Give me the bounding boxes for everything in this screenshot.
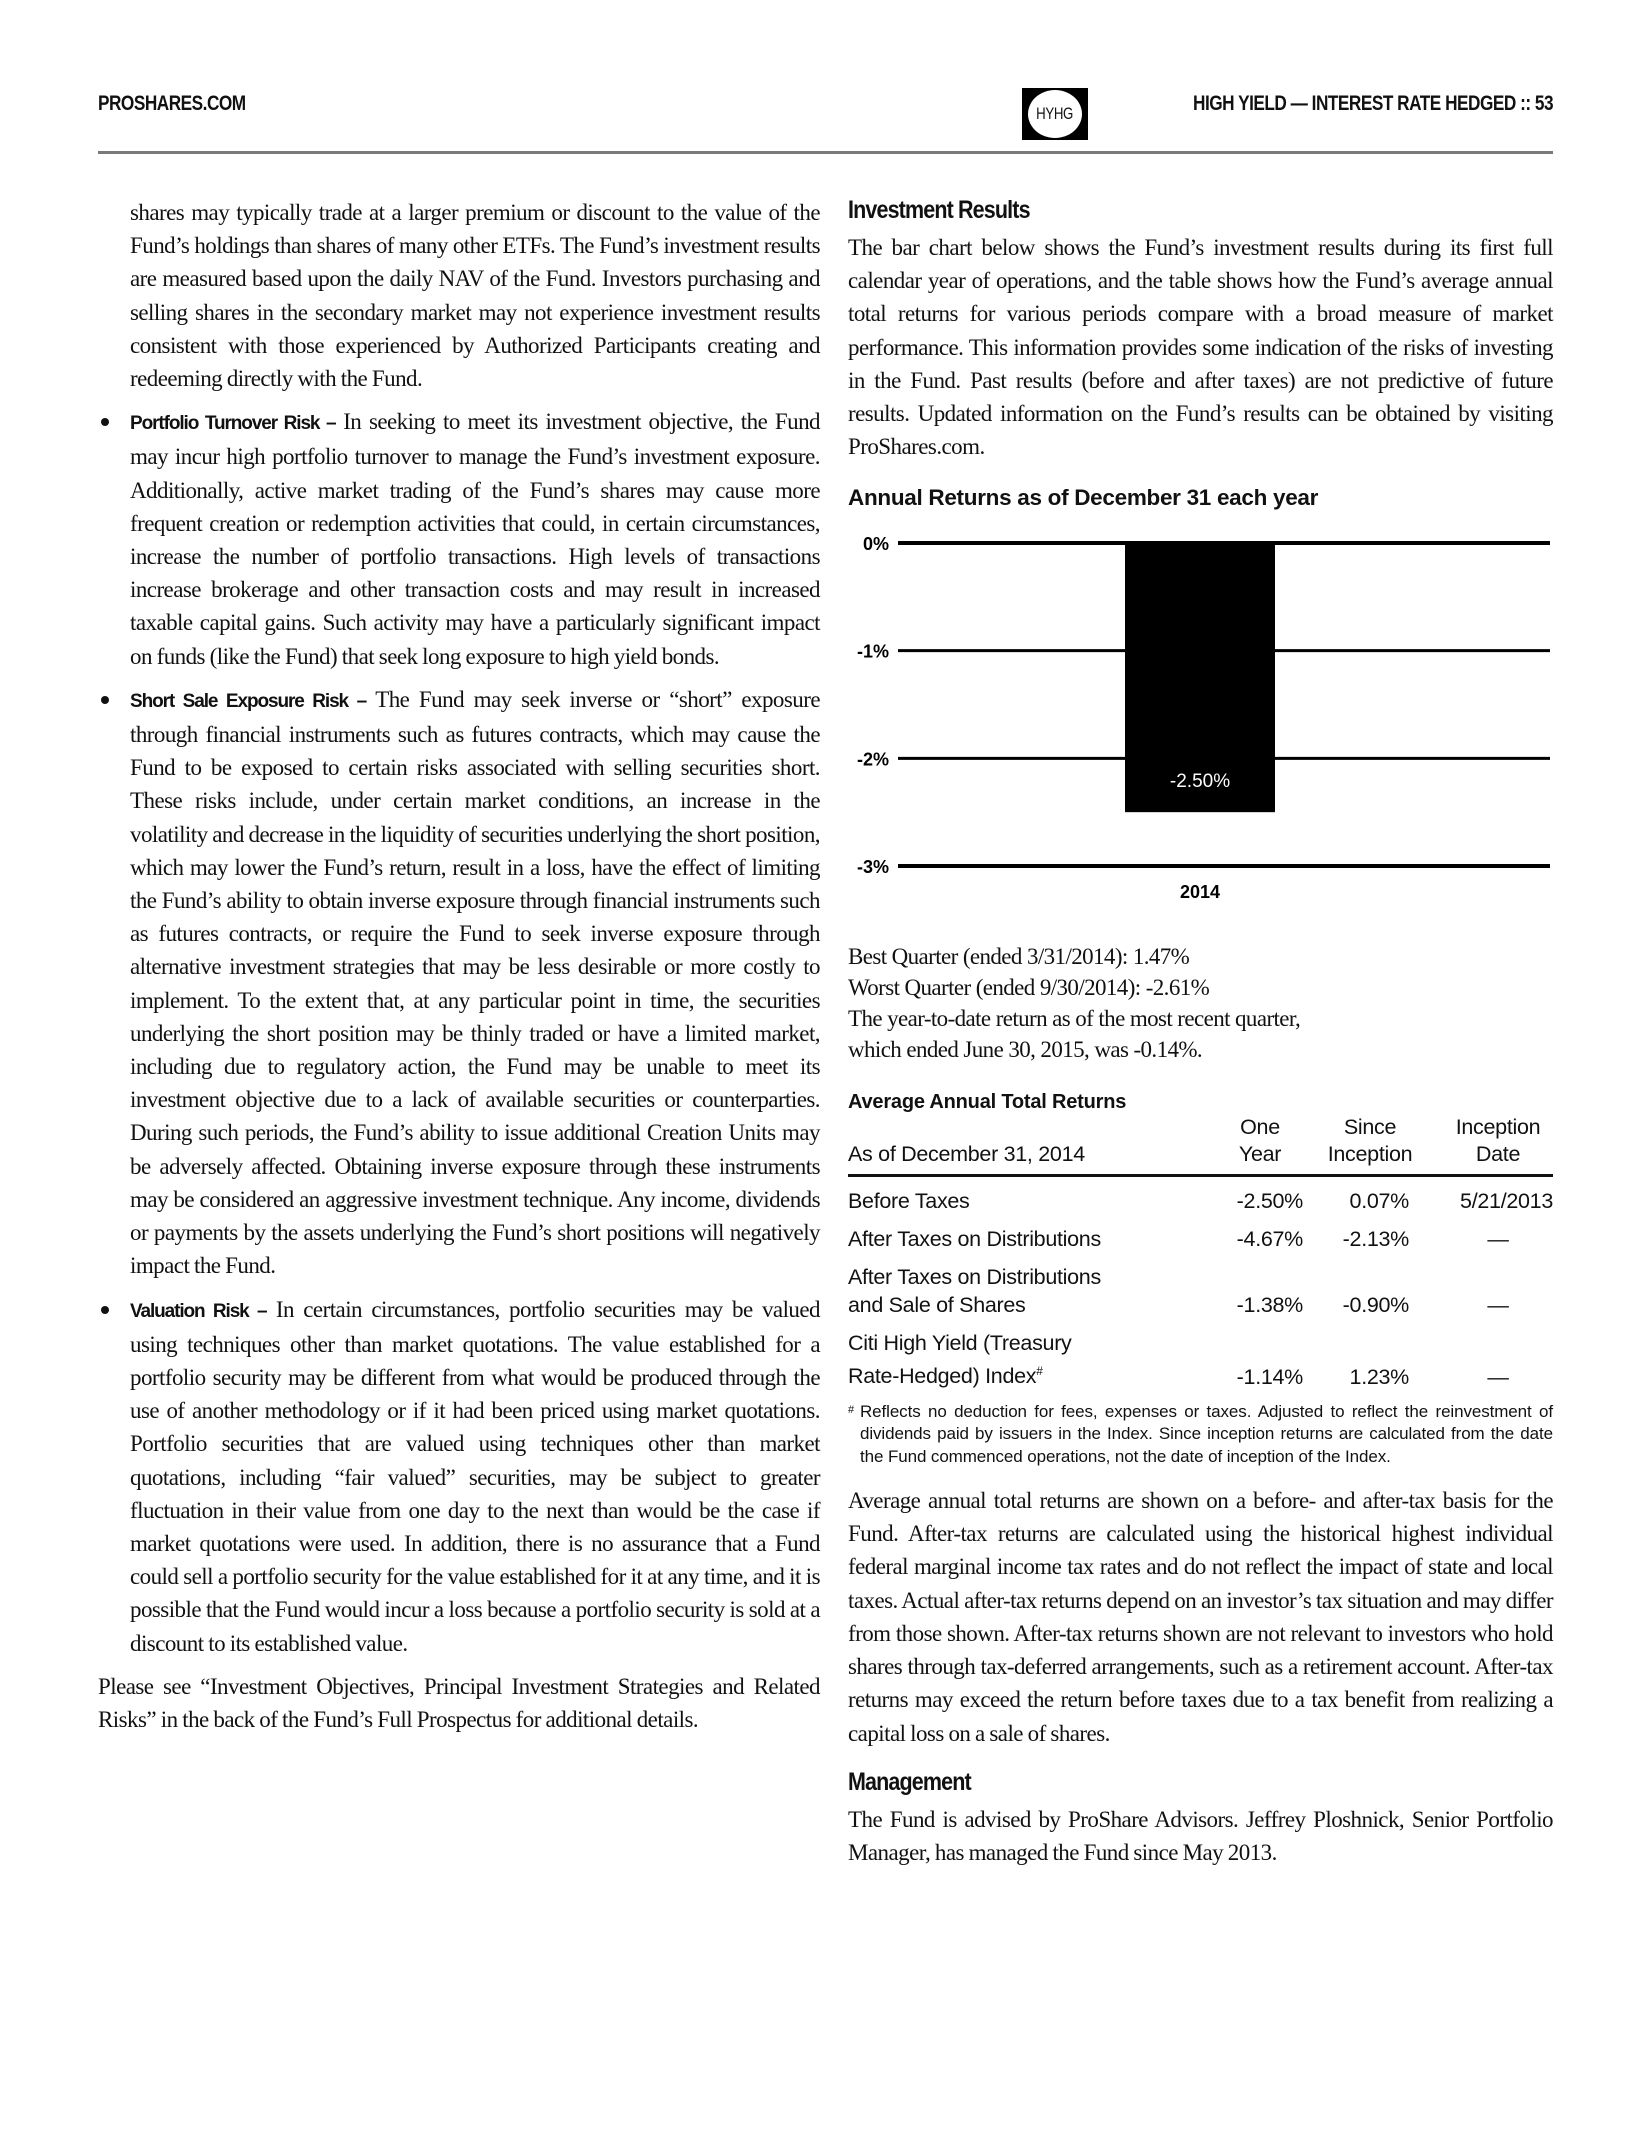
- header-since-line1: Since: [1343, 1115, 1397, 1140]
- risk-title: Valuation Risk –: [130, 1300, 267, 1322]
- header-one-year: [1183, 1114, 1303, 1176]
- y-tick-label: -1%: [856, 642, 889, 663]
- y-tick-label: -2%: [856, 749, 889, 770]
- investment-results-paragraph: The bar chart below shows the Fund’s investment results during its first full calendar year of operations, and the table shows how the Fund’s average annual total returns for various periods compare with a broad measure of market performance. This information provides some indication of the risks of investing in the Fund. Past results (before and after taxes) are not predictive of future results. Updated information on the Fund’s results can be obtained by visiting ProShares.com.: [848, 235, 1553, 460]
- table-row: [848, 1319, 1553, 1390]
- row-label: [848, 1319, 1183, 1390]
- worst-quarter: Worst Quarter (ended 9/30/2014): -2.61%: [848, 975, 1210, 1001]
- x-tick-label: 2014: [1179, 882, 1221, 903]
- annual-returns-chart: [848, 513, 1553, 933]
- risk-item-portfolio-turnover: [98, 405, 820, 673]
- header-since-inception: [1303, 1114, 1423, 1176]
- cell-since-inception: 0.07%: [1349, 1189, 1409, 1214]
- header-inception-date: [1423, 1114, 1553, 1176]
- management-paragraph: The Fund is advised by ProShare Advisors. Jeffrey Ploshnick, Senior Portfolio Manager, has managed the Fund since May 2013.: [848, 1806, 1553, 1865]
- right-column: [848, 196, 1553, 1869]
- row-label: [848, 1253, 1183, 1319]
- left-column: [98, 196, 820, 1736]
- risk-item-short-sale-exposure: [98, 683, 820, 1283]
- returns-table-title: Average Annual Total Returns: [848, 1091, 1127, 1114]
- risk-body: In seeking to meet its investment objective, the Fund may incur high portfolio turnover to manage the Fund’s investment exposure. Additionally, active market trading of the Fund’s shares may cause more frequent creation or redemption activities that could, in certain circumstances, increase the number of portfolio transactions. High levels of transactions increase brokerage and other transaction costs and may result in increased taxable capital gains. Such activity may have a particularly significant impact on funds (like the Fund) that seek long exposure to high yield bonds.: [130, 409, 820, 669]
- risk-title: Short Sale Exposure Risk –: [130, 690, 367, 712]
- row-label: After Taxes on Distributions: [848, 1227, 1101, 1252]
- header-one-year-line1: One: [1240, 1115, 1280, 1140]
- running-header: [1193, 92, 1553, 116]
- chart-title: Annual Returns as of December 31 each year: [848, 485, 1319, 511]
- cell-one-year: -2.50%: [1236, 1189, 1303, 1214]
- best-quarter: Best Quarter (ended 3/31/2014): 1.47%: [848, 944, 1190, 970]
- intro-paragraph: shares may typically trade at a larger premium or discount to the value of the Fund’s holdings than shares of many other ETFs. The Fund’s investment results are measured based upon the daily NAV of the Fund. Investors purchasing and selling shares in the secondary market may not experience investment results consistent with those experienced by Authorized Participants creating and redeeming directly with the Fund.: [130, 200, 820, 392]
- quarter-results: [848, 941, 1553, 1065]
- header-date-line2: Date: [1475, 1142, 1521, 1167]
- ticker-badge-ellipse: [1028, 90, 1082, 138]
- fund-title: HIGH YIELD — INTEREST RATE HEDGED: [1192, 92, 1516, 115]
- row-label-line2: [848, 1357, 1183, 1390]
- risk-item-valuation: [98, 1293, 820, 1660]
- footnote-mark: #: [848, 1403, 855, 1416]
- header-separator: ::: [1520, 92, 1531, 115]
- cell-since-inception: -0.90%: [1342, 1293, 1409, 1318]
- returns-table: [848, 1114, 1553, 1390]
- row-label-line1: After Taxes on Distributions: [848, 1265, 1101, 1290]
- cell-inception-date: —: [1487, 1227, 1509, 1252]
- risk-title: Portfolio Turnover Risk –: [130, 413, 336, 435]
- y-tick-label: 0%: [862, 534, 889, 555]
- ticker-badge-label: HYHG: [1036, 104, 1074, 123]
- cell-since-inception: -2.13%: [1342, 1227, 1409, 1252]
- bullet-icon: [101, 1306, 109, 1314]
- row-label: Before Taxes: [848, 1189, 970, 1214]
- bullet-icon: [101, 418, 109, 426]
- risk-text: [130, 1293, 820, 1660]
- bar-data-label: -2.50%: [1169, 771, 1231, 793]
- bullet-icon: [101, 696, 109, 704]
- cell-inception-date: 5/21/2013: [1460, 1189, 1553, 1214]
- returns-table-section: [848, 1091, 1553, 1468]
- row-label-text: Rate-Hedged) Index: [848, 1364, 1037, 1389]
- after-tax-paragraph: Average annual total returns are shown on a before- and after-tax basis for the Fund. After-tax returns are calculated using the historical highest individual federal marginal income tax rates and do not reflect the impact of state and local taxes. Actual after-tax returns depend on an investor’s tax situation and may differ from those shown. After-tax returns shown are not relevant to investors who hold shares through tax-deferred arrangements, such as a retirement account. After-tax returns may exceed the return before taxes due to a tax benefit from realizing a capital loss on a sale of shares.: [848, 1488, 1553, 1746]
- row-label-line1: Citi High Yield (Treasury: [848, 1331, 1072, 1356]
- footnote-marker: #: [1036, 1364, 1043, 1379]
- risk-body: In certain circumstances, portfolio securities may be valued using techniques other than market quotations. The value established for a portfolio security may be different from what would be produced through the use of another methodology or if it had been priced using market quotations. Portfolio securities that are valued using techniques other than market quotations, including “fair valued” securities, may be subject to greater fluctuation in their value from one day to the next than would be the case if market quotations were used. In addition, there is no assurance that a Fund could sell a portfolio security for the value established for it at any time, and it is possible that the Fund would incur a loss because a portfolio security is sold at a discount to its established value.: [130, 1296, 820, 1656]
- risk-text: [130, 405, 820, 673]
- cell-one-year: -1.38%: [1236, 1293, 1303, 1318]
- risk-body: The Fund may seek inverse or “short” exposure through financial instruments such as futures contracts, which may cause the Fund to be exposed to certain risks associated with selling securities short. These risks include, under certain market conditions, an increase in the volatility and decrease in the liquidity of securities underlying the short position, which may lower the Fund’s return, result in a loss, have the effect of limiting the Fund’s ability to obtain inverse exposure through financial instruments such as futures contracts, or require the Fund to seek inverse exposure through alternative investment strategies that may be less desirable or more costly to implement. To the extent that, at any particular point in time, the securities underlying the short position may be thinly traded or have a limited market, including due to regulatory action, the Fund may be unable to meet its investment objective due to a lack of available securities or counterparties. During such periods, the Fund’s ability to issue additional Creation Units may be adversely affected. Obtaining inverse exposure through these instruments may be considered an aggressive investment technique. Any income, dividends or payments by the assets underlying the Fund’s short positions will negatively impact the Fund.: [130, 686, 820, 1279]
- header-since-line2: Inception: [1327, 1142, 1413, 1167]
- cell-inception-date: —: [1487, 1364, 1509, 1389]
- footnote-text: Reflects no deduction for fees, expenses or taxes. Adjusted to reflect the reinvestment of dividends paid by issuers in the Index. Since inception returns are calculated from the date the Fund commenced operations, not the date of inception of the Index.: [860, 1401, 1553, 1466]
- site-name: PROSHARES.COM: [98, 92, 246, 115]
- row-label-line2: and Sale of Shares: [848, 1293, 1026, 1318]
- page-number: 53: [1534, 92, 1553, 115]
- risk-text: [130, 683, 820, 1283]
- y-tick-label: -3%: [856, 857, 889, 878]
- table-row: [848, 1215, 1553, 1253]
- ytd-return-line1: The year-to-date return as of the most recent quarter,: [848, 1006, 1301, 1032]
- management-heading: Management: [848, 1767, 971, 1796]
- investment-results-heading: Investment Results: [848, 196, 1030, 224]
- table-row: [848, 1176, 1553, 1216]
- cell-one-year: -4.67%: [1236, 1227, 1303, 1252]
- cell-since-inception: 1.23%: [1349, 1364, 1409, 1389]
- index-footnote: [848, 1401, 1553, 1469]
- ytd-return-line2: which ended June 30, 2015, was -0.14%.: [848, 1037, 1203, 1063]
- table-row: [848, 1253, 1553, 1319]
- header-one-year-line2: Year: [1238, 1142, 1282, 1167]
- header-rule: [98, 151, 1553, 154]
- ticker-badge: [1022, 88, 1088, 140]
- table-header-row: [848, 1114, 1553, 1176]
- header-date-line1: Inception: [1455, 1115, 1541, 1140]
- cell-one-year: -1.14%: [1236, 1364, 1303, 1389]
- cell-inception-date: —: [1487, 1293, 1509, 1318]
- closing-paragraph: Please see “Investment Objectives, Principal Investment Strategies and Related Risks” in the back of the Fund’s Full Prospectus for additional details.: [98, 1673, 820, 1732]
- header-as-of: As of December 31, 2014: [848, 1142, 1085, 1167]
- chart-canvas: [848, 513, 1553, 933]
